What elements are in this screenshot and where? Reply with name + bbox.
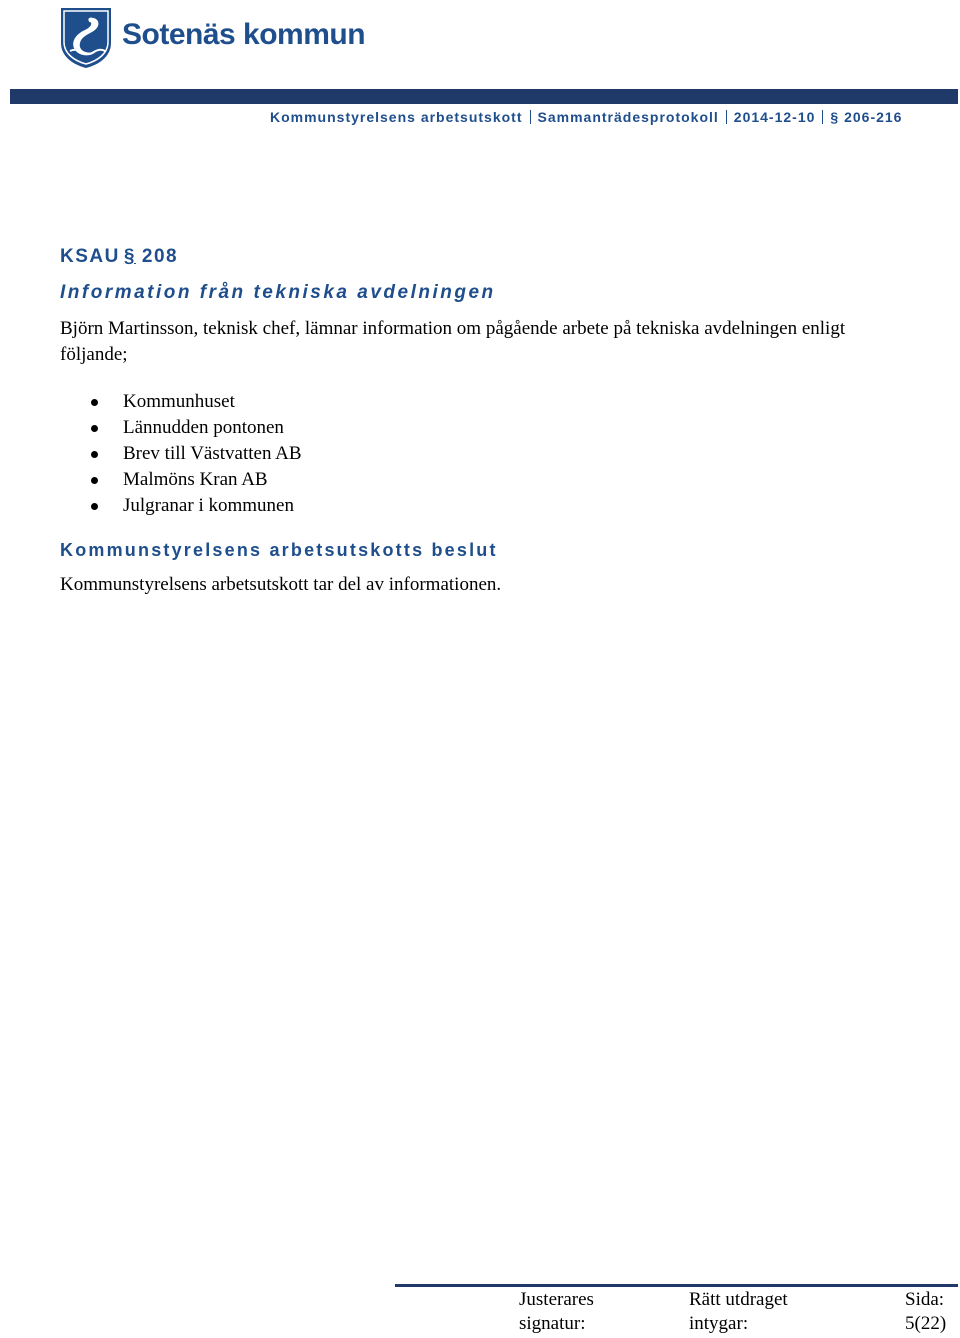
list-item-text: Julgranar i kommunen <box>123 495 294 516</box>
list-item <box>60 441 302 467</box>
footer-justerares-label: Justerares <box>519 1289 594 1310</box>
topic-list <box>60 389 302 519</box>
header-date: 2014-12-10 <box>733 109 816 125</box>
swan-shield-icon <box>58 5 114 69</box>
header-doc-type: Sammanträdesprotokoll <box>537 109 719 125</box>
org-name: Sotenäs kommun <box>122 18 366 51</box>
footer-ratt-intygar: intygar: <box>689 1313 749 1334</box>
paragraph-code: KSAU <box>60 246 120 267</box>
header-separator <box>726 110 727 124</box>
footer-page <box>905 1288 946 1336</box>
list-item-text: Brev till Västvatten AB <box>123 443 302 464</box>
list-item <box>60 415 302 441</box>
footer-rule <box>395 1284 958 1287</box>
footer-ratt-label: Rätt utdraget <box>689 1289 788 1310</box>
list-item <box>60 493 302 519</box>
paragraph-sign: § <box>123 246 136 267</box>
header-rule <box>10 89 958 104</box>
footer-justerares-signature: signatur: <box>519 1313 586 1334</box>
list-item-text: Malmöns Kran AB <box>123 469 268 490</box>
bullet-icon <box>91 425 98 432</box>
bullet-icon <box>91 477 98 484</box>
list-item <box>60 389 302 415</box>
header-separator <box>530 110 531 124</box>
decision-text: Kommunstyrelsens arbetsutskott tar del av informationen. <box>60 574 502 595</box>
paragraph-id: 208 <box>141 246 179 267</box>
bullet-icon <box>91 399 98 406</box>
footer-page-number: 5(22) <box>905 1313 947 1334</box>
decision-heading: Kommunstyrelsens arbetsutskotts beslut <box>60 540 498 560</box>
municipality-logo <box>58 4 365 70</box>
list-item-text: Kommunhuset <box>123 391 235 412</box>
bullet-icon <box>91 451 98 458</box>
header-separator <box>822 110 823 124</box>
header-paragraph-range: § 206-216 <box>830 109 903 125</box>
footer-page-label: Sida: <box>905 1289 945 1310</box>
paragraph-number <box>60 246 178 268</box>
list-item <box>60 467 302 493</box>
bullet-icon <box>91 503 98 510</box>
footer-ratt-utdraget <box>689 1288 788 1336</box>
header-body: Kommunstyrelsens arbetsutskott <box>270 109 523 125</box>
section-title: Information från tekniska avdelningen <box>60 282 496 303</box>
footer-justerares <box>519 1288 594 1336</box>
intro-paragraph: Björn Martinsson, teknisk chef, lämnar information om pågående arbete på tekniska avdelningen enligt följande; <box>60 318 846 365</box>
list-item-text: Lännudden pontonen <box>123 417 284 438</box>
running-header <box>270 109 960 125</box>
